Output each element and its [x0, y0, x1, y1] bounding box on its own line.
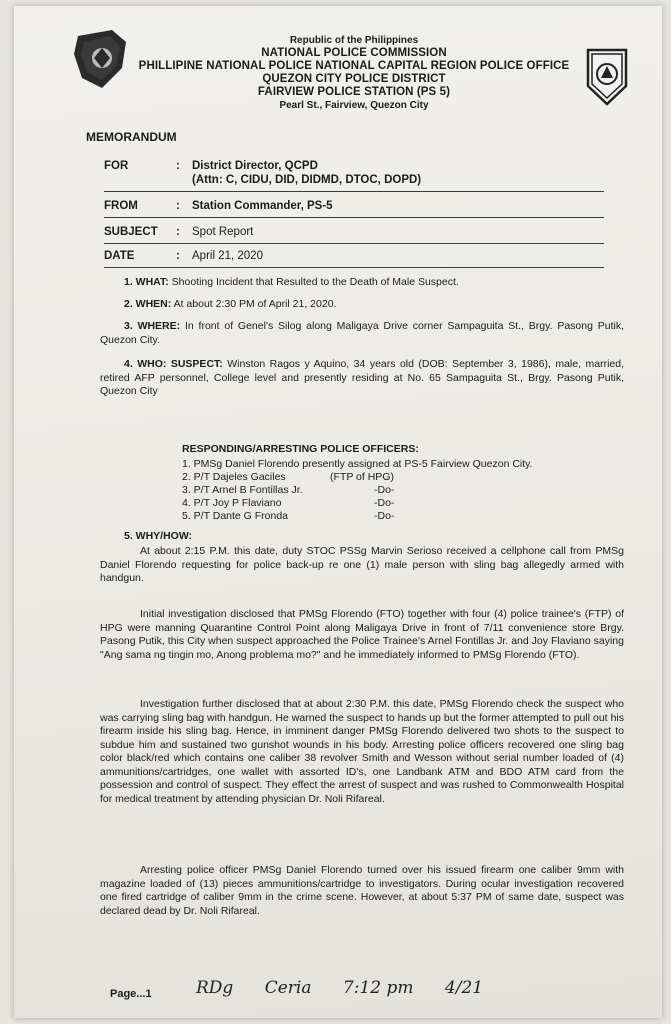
date-colon: : [176, 250, 180, 262]
divider [104, 243, 604, 244]
officers-heading: RESPONDING/ARRESTING POLICE OFFICERS: [182, 443, 419, 455]
header-address: Pearl St., Fairview, Quezon City [279, 100, 429, 111]
officer-note: -Do- [374, 510, 395, 522]
handwritten-initials: RDg [196, 978, 234, 998]
memo-title: MEMORANDUM [86, 130, 177, 144]
officer-name: 1. PMSg Daniel Florendo presently assigned at PS-5 Fairview Quezon City. [182, 458, 533, 470]
officer-name: 2. P/T Dajeles Gaciles [182, 471, 286, 483]
why-paragraph-2: Initial investigation disclosed that PMSg Florendo (FTO) together with four (4) police trainee's (FTP) of HPG were manning Quarantine Control Point along Maligaya Drive in front of 7/11 convenience store Brgy. Pasong Putik, this City when suspect approached the Police Trainee's Arnel Fontillas Jr. and Joy Flaviano saying "Ang sama ng tingin mo, Anong problema mo?" and he immediately informed to PMSg Florendo (FTO). [100, 608, 624, 661]
officer-name: 3. P/T Arnel B Fontillas Jr. [182, 484, 303, 496]
header-qcpd: QUEZON CITY POLICE DISTRICT [262, 73, 446, 85]
officer-note: -Do- [374, 484, 395, 496]
handwritten-note [196, 978, 509, 998]
date-value: April 21, 2020 [192, 250, 263, 262]
divider [104, 267, 604, 268]
when-text: At about 2:30 PM of April 21, 2020. [173, 298, 337, 310]
napolcom-seal-icon [72, 28, 130, 90]
header-station: FAIRVIEW POLICE STATION (PS 5) [257, 86, 451, 98]
what-label: 1. WHAT: [124, 276, 169, 288]
for-attn: (Attn: C, CIDU, DID, DIDMD, DTOC, DOPD) [192, 174, 422, 186]
why-paragraph-3: Investigation further disclosed that at about 2:30 P.M. this date, PMSg Florendo check the suspect who was carrying sling bag with handgun. He warned the suspect to hands up but the former attempted to pull out his firearm inside his sling bag. Hence, in imminent danger PMSg Florendo delivered two shots to the suspect to subdue him and sustained two gunshot wounds in his body. Arresting police officers recovered one sling bag color black/red which contains one caliber 38 revolver Smith and Wesson without serial number loaded of (4) ammunitions/cartridges, one wallet with assorted ID's, one Landbank ATM and BDO ATM card from the possession and control of suspect. They effect the arrest of suspect and was rushed to Commonwealth Hospital for medical treatment by attending physician Dr. Noli Rifareal. [100, 698, 624, 805]
for-label: FOR [104, 160, 129, 172]
section-where [100, 320, 624, 347]
header-napolcom: NATIONAL POLICE COMMISSION [261, 47, 447, 59]
handwritten-date: 4/21 [444, 978, 484, 998]
document-page [14, 6, 662, 1018]
subject-value: Spot Report [192, 226, 254, 238]
officer-note: (FTP of HPG) [330, 471, 394, 483]
who-text: Winston Ragos y Aquino, 34 years old (DOB: September 3, 1986), male, married, retired AFP personnel, College level and presently residing at No. 65 Sampaguita St., Brgy. Pasong Putik, Quezon City [100, 358, 624, 397]
qcpd-badge-icon [584, 46, 630, 108]
for-value: District Director, QCPD [192, 160, 318, 172]
officer-name: 5. P/T Dante G Fronda [182, 510, 289, 522]
officer-note: -Do- [374, 497, 395, 509]
date-label: DATE [104, 250, 135, 262]
section-who [100, 358, 624, 399]
who-label: 4. WHO: SUSPECT: [124, 358, 223, 370]
where-label: 3. WHERE: [124, 320, 181, 332]
from-colon: : [176, 200, 180, 212]
header-pnp-ncrpo: PHILLIPINE NATIONAL POLICE NATIONAL CAPITAL REGION POLICE OFFICE [138, 60, 570, 72]
subject-colon: : [176, 226, 180, 238]
from-label: FROM [104, 200, 138, 212]
officer-name: 4. P/T Joy P Flaviano [182, 497, 282, 509]
handwritten-word: Ceria [264, 978, 312, 998]
divider [104, 217, 604, 218]
subject-label: SUBJECT [104, 226, 158, 238]
where-text: In front of Genel's Silog along Maligaya Drive corner Sampaguita St., Brgy. Pasong Putik, Quezon City. [100, 320, 624, 346]
header-republic: Republic of the Philippines [289, 35, 419, 46]
divider [104, 191, 604, 192]
letterhead [124, 34, 584, 112]
why-paragraph-4: Arresting police officer PMSg Daniel Florendo turned over his issued firearm one caliber 9mm with magazine loaded of (13) pieces ammunitions/cartridge to investigators. During ocular investigation recovered one fired cartridge of caliber 9mm in the crime scene. However, at about 5:37 PM of same date, suspect was declared dead by Dr. Noli Rifareal. [100, 864, 624, 917]
handwritten-time: 7:12 pm [342, 978, 414, 998]
section-what [124, 276, 624, 290]
for-colon: : [176, 160, 180, 172]
why-label: 5. WHY/HOW: [124, 530, 193, 542]
what-text: Shooting Incident that Resulted to the Death of Male Suspect. [171, 276, 459, 288]
from-value: Station Commander, PS-5 [192, 200, 333, 212]
why-paragraph-1: At about 2:15 P.M. this date, duty STOC PSSg Marvin Serioso received a cellphone call from PMSg Daniel Florendo requesting for police back-up re one (1) male person with sling bag allegedly armed with handgun. [100, 545, 624, 584]
section-when [124, 298, 624, 312]
when-label: 2. WHEN: [124, 298, 172, 310]
page-number: Page...1 [110, 988, 152, 1000]
